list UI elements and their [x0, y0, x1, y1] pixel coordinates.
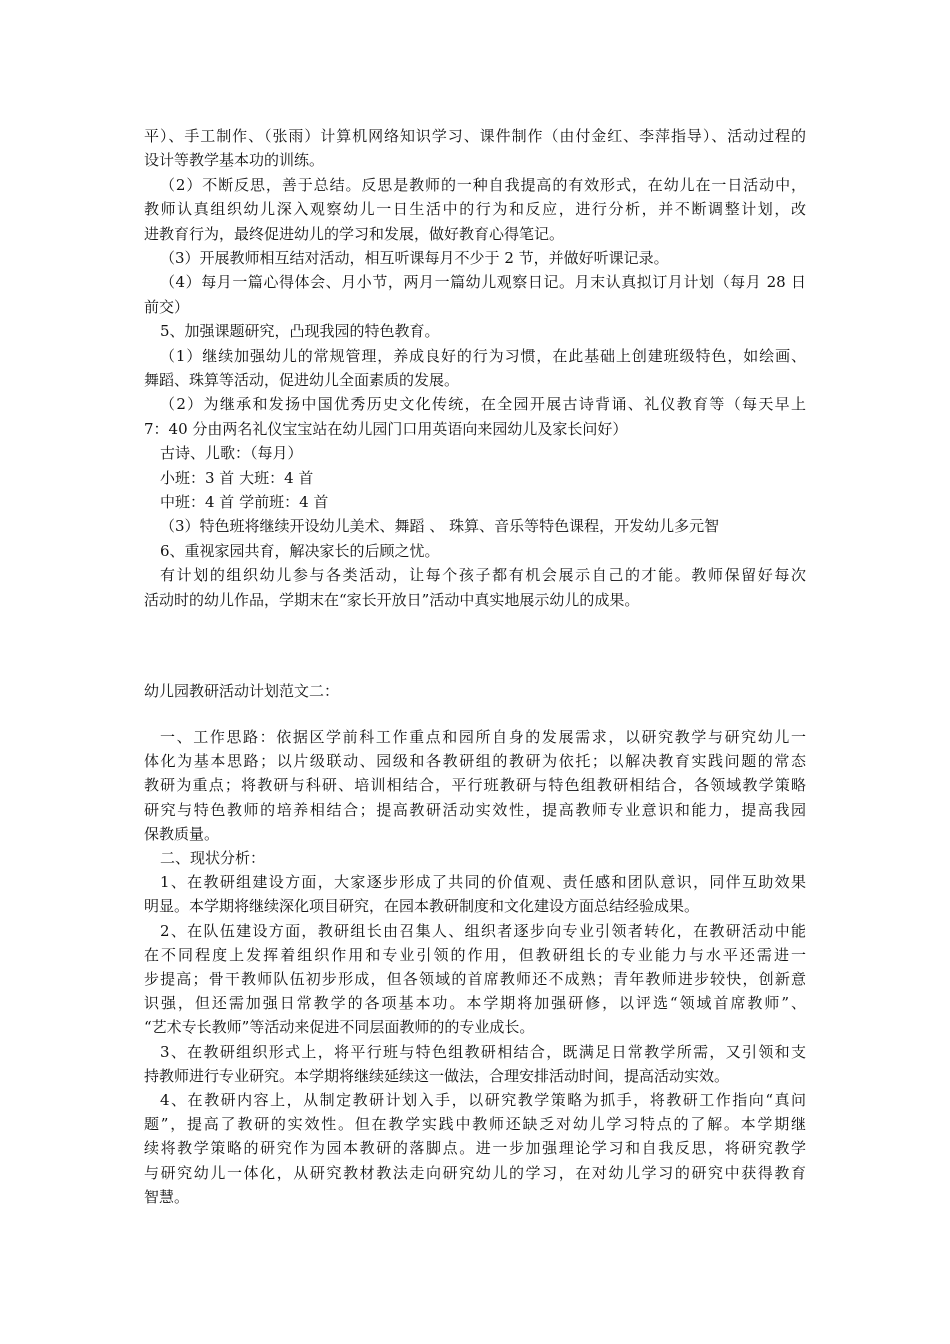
paragraph-line: 二、现状分析：	[160, 849, 266, 867]
paragraph-line: 与研究幼儿一体化，从研究教材教法走向研究幼儿的学习，在对幼儿学习的研究中获得教育	[144, 1163, 806, 1182]
paragraph-line: 前交）	[144, 297, 190, 316]
paragraph-line: 6、重视家园共育，解决家长的后顾之忧。	[160, 541, 440, 560]
paragraph-line: “艺术专长教师”等活动来促进不同层面教师的的专业成长。	[144, 1018, 535, 1037]
paragraph-line: 保教质量。	[144, 824, 220, 843]
paragraph-line: 3、在教研组织形式上，将平行班与特色组教研相结合，既满足日常教学所需，又引领和支	[160, 1042, 806, 1061]
paragraph-line: 步提高；骨干教师队伍初步形成，但各领域的首席教师还不成熟；青年教师进步较快，创新意	[144, 970, 806, 988]
paragraph-line: 平）、手工制作、（张雨）计算机网络知识学习、课件制作（由付金红、李萍指导）、活动过程的	[144, 127, 806, 145]
paragraph-line: 一、工作思路：依据区学前科工作重点和园所自身的发展需求，以研究教学与研究幼儿一	[160, 728, 806, 746]
paragraph-line: 进教育行为，最终促进幼儿的学习和发展，做好教育心得笔记。	[144, 224, 565, 243]
paragraph-line: 5、加强课题研究，凸现我园的特色教育。	[160, 322, 440, 341]
section-title: 幼儿园教研活动计划范文二：	[144, 682, 340, 700]
paragraph-line: 教师认真组织幼儿深入观察幼儿一日生活中的行为和反应，进行分析，并不断调整计划，改	[144, 200, 806, 219]
paragraph-line: 教研为重点；将教研与科研、培训相结合，平行班教研与特色组教研相结合，各领域教学策略	[144, 776, 806, 795]
paragraph-line: 古诗、儿歌：（每月）	[160, 444, 303, 463]
paragraph-line: （3）开展教师相互结对活动，相互听课每月不少于 2 节，并做好听课记录。	[160, 249, 669, 267]
paragraph-line: 中班：4 首 学前班：4 首	[160, 493, 329, 511]
paragraph-line: 识强，但还需加强日常教学的各项基本功。本学期将加强研修，以评选“领域首席教师”、	[144, 994, 806, 1013]
paragraph-line: 有计划的组织幼儿参与各类活动，让每个孩子都有机会展示自己的才能。教师保留好每次	[160, 566, 806, 585]
paragraph-line: （2）不断反思，善于总结。反思是教师的一种自我提高的有效形式，在幼儿在一日活动中，	[160, 175, 806, 194]
paragraph-line: 设计等教学基本功的训练。	[144, 151, 325, 170]
paragraph-line: 7：40 分由两名礼仪宝宝站在幼儿园门口用英语向来园幼儿及家长问好）	[144, 419, 628, 438]
paragraph-line: 体化为基本思路；以片级联动、园级和各教研组的教研为依托；以解决教育实践问题的常态	[144, 752, 806, 771]
paragraph-line: 明显。本学期将继续深化项目研究，在园本教研制度和文化建设方面总结经验成果。	[144, 897, 700, 916]
paragraph-line: 活动时的幼儿作品，学期末在“家长开放日”活动中真实地展示幼儿的成果。	[144, 590, 640, 609]
paragraph-line: 智慧。	[144, 1187, 190, 1206]
paragraph-line: （2）为继承和发扬中国优秀历史文化传统，在全园开展古诗背诵、礼仪教育等（每天早上	[160, 395, 806, 414]
paragraph-line: （3）特色班将继续开设幼儿美术、舞蹈 、 珠算、音乐等特色课程，开发幼儿多元智	[160, 517, 720, 536]
paragraph-line: 题”，提高了教研的实效性。但在教学实践中教师还缺乏对幼儿学习特点的了解。本学期继	[144, 1115, 806, 1134]
paragraph-line: 舞蹈、珠算等活动，促进幼儿全面素质的发展。	[144, 371, 460, 389]
paragraph-line: 研究与特色教师的培养相结合；提高教研活动实效性，提高教师专业意识和能力，提高我园	[144, 800, 806, 819]
paragraph-line: 在不同程度上发挥着组织作用和专业引领的作用，但教研组长的专业能力与水平还需进一	[144, 945, 806, 964]
paragraph-line: （4）每月一篇心得体会、月小节，两月一篇幼儿观察日记。月末认真拟订月计划（每月 28 日	[160, 273, 806, 292]
paragraph-line: 2、在队伍建设方面，教研组长由召集人、组织者逐步向专业引领者转化，在教研活动中能	[160, 921, 806, 940]
paragraph-line: 持教师进行专业研究。本学期将继续延续这一做法，合理安排活动时间，提高活动实效。	[144, 1066, 730, 1085]
paragraph-line: 4、在教研内容上，从制定教研计划入手，以研究教学策略为抓手，将教研工作指向“真问	[160, 1091, 806, 1109]
paragraph-line: 1、在教研组建设方面，大家逐步形成了共同的价值观、责任感和团队意识，同伴互助效果	[160, 873, 806, 892]
paragraph-line: （1）继续加强幼儿的常规管理，养成良好的行为习惯，在此基础上创建班级特色，如绘画、	[160, 346, 806, 365]
paragraph-line: 续将教学策略的研究作为园本教研的落脚点。进一步加强理论学习和自我反思，将研究教学	[144, 1139, 806, 1158]
paragraph-line: 小班：3 首 大班：4 首	[160, 468, 314, 487]
